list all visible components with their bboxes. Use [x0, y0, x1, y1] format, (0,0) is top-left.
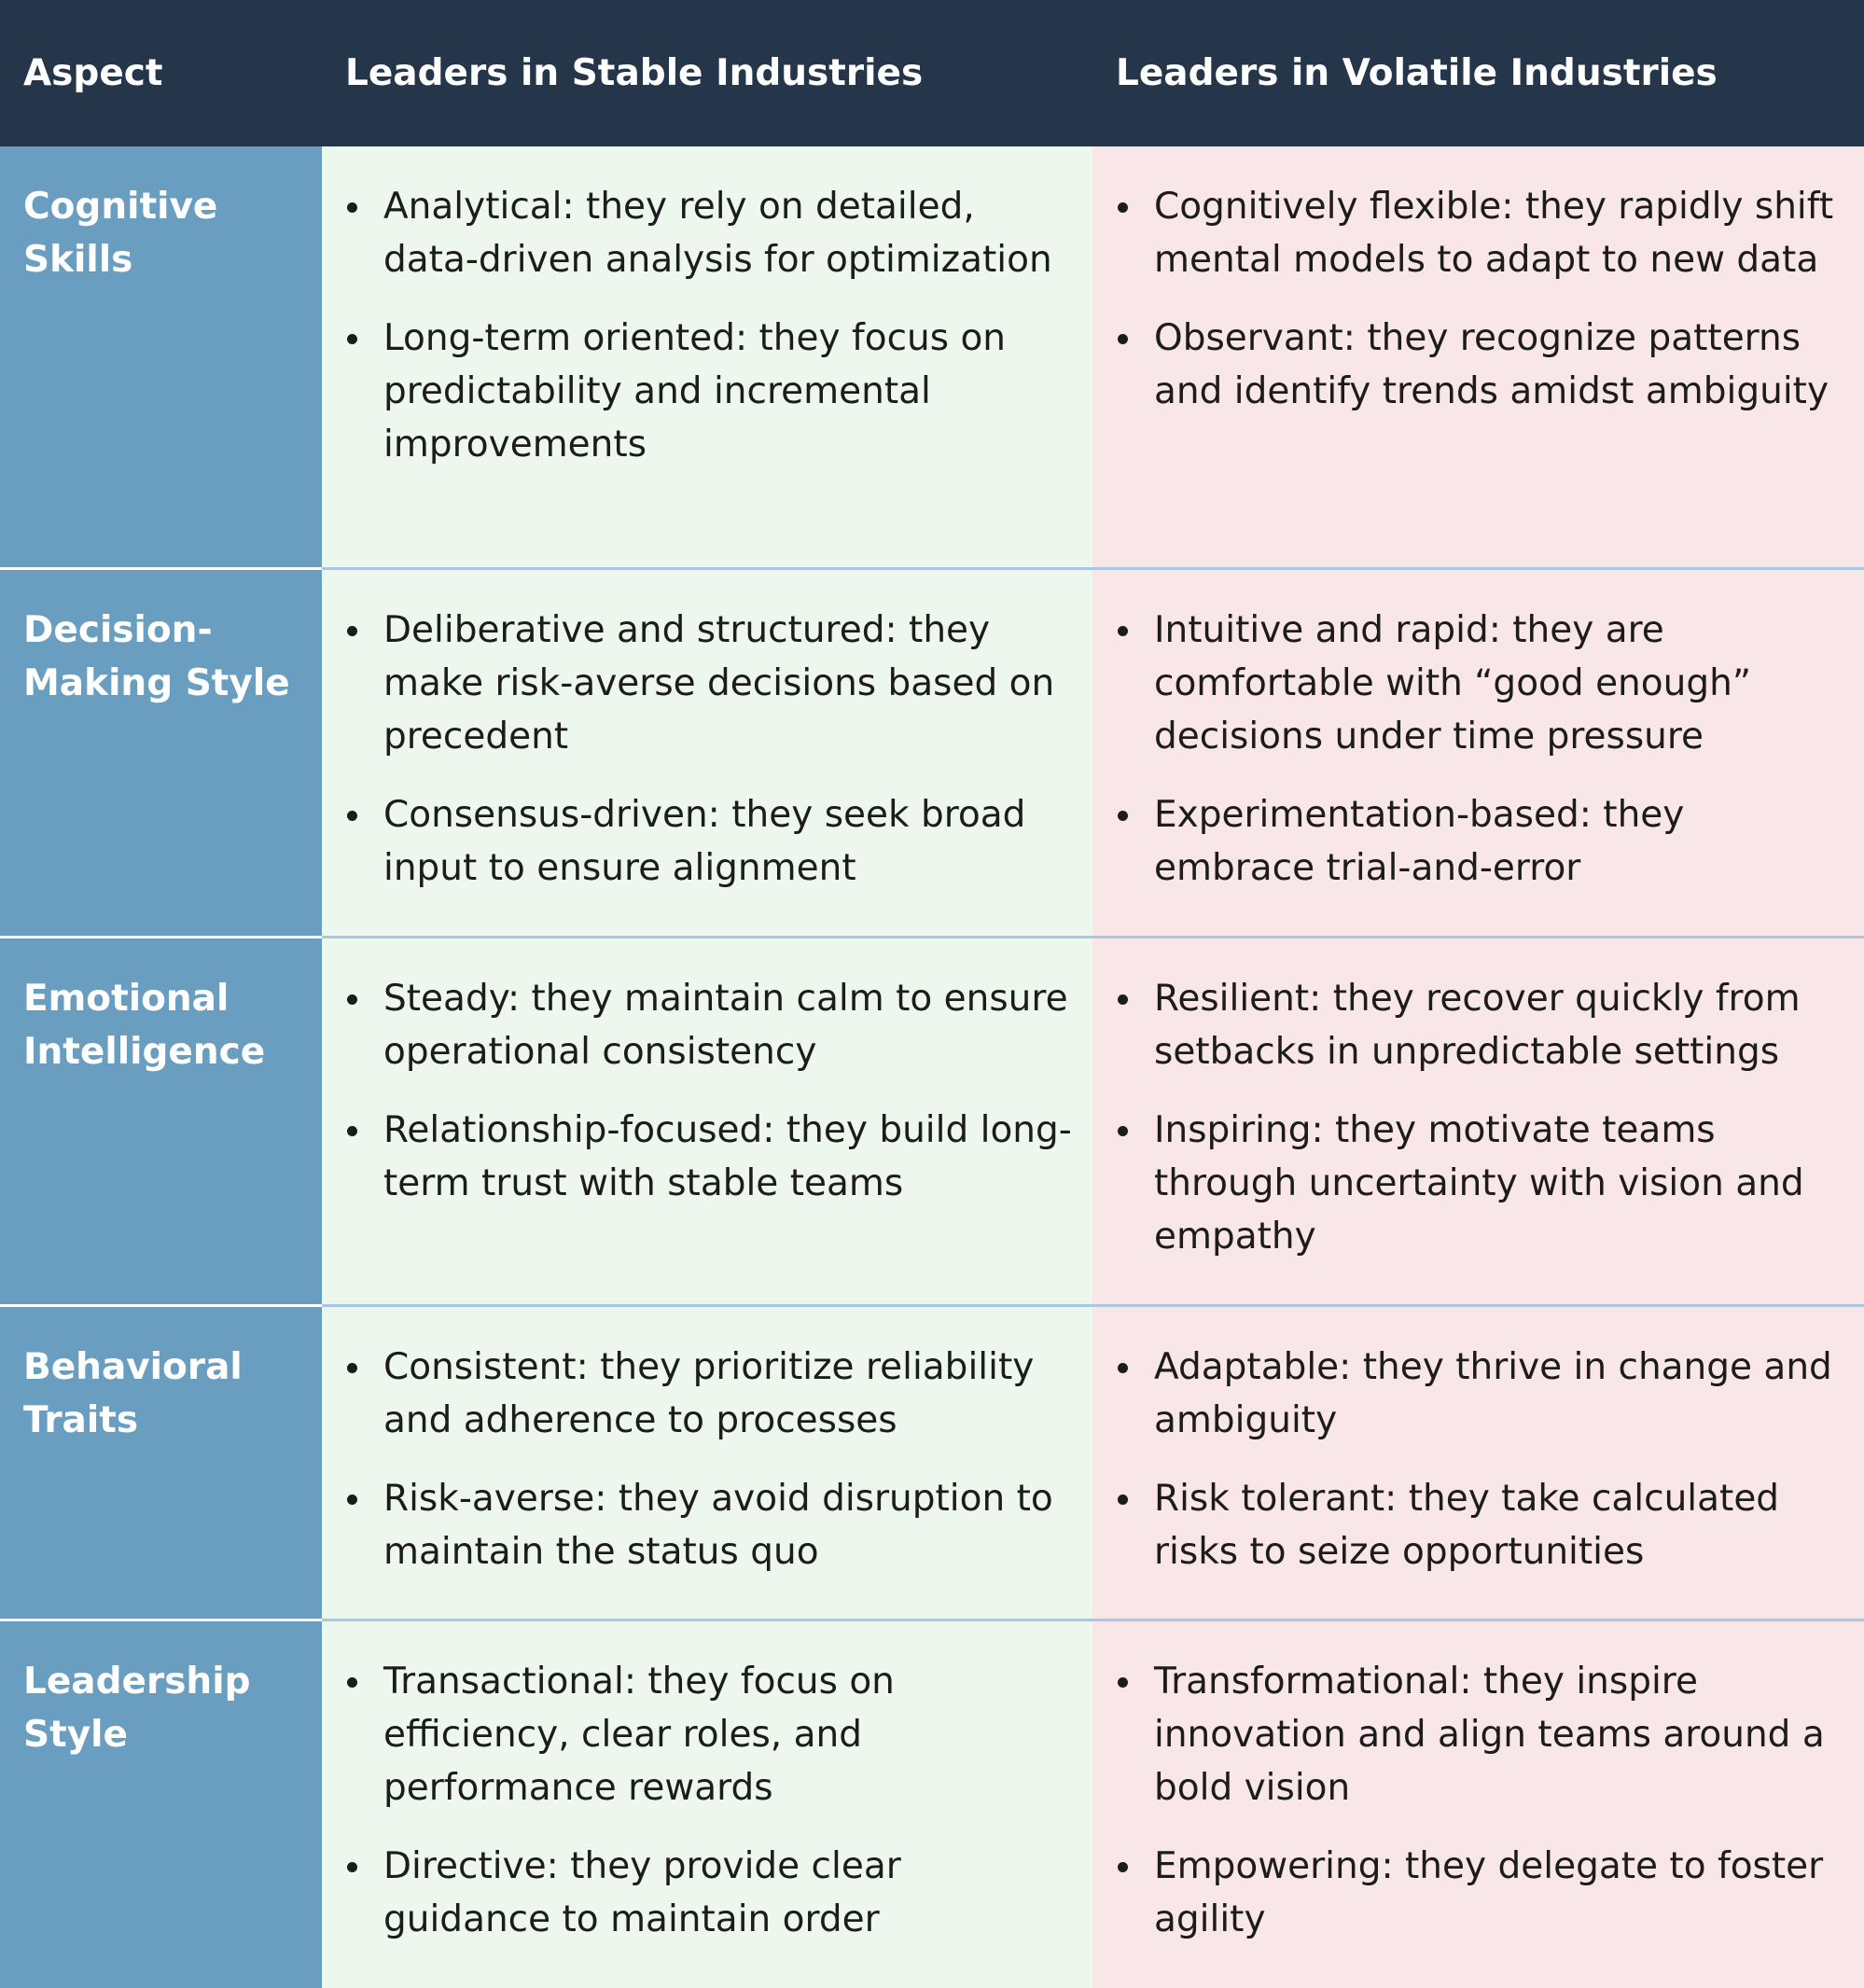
list-item: Analytical: they rely on detailed, data-driven analysis for optimization	[383, 180, 1074, 286]
aspect-decision-making-style: Decision-Making Style	[0, 570, 322, 938]
list-item: Risk tolerant: they take calculated risks to seize opportunities	[1154, 1472, 1845, 1578]
list-item: Inspiring: they motivate teams through uncertainty with vision and empathy	[1154, 1104, 1845, 1263]
list-item: Consensus-driven: they seek broad input to ensure alignment	[383, 788, 1074, 895]
volatile-list	[1092, 938, 1864, 1263]
aspect-cognitive-skills: Cognitive Skills	[0, 146, 322, 570]
aspect-emotional-intelligence: Emotional Intelligence	[0, 938, 322, 1307]
list-item: Steady: they maintain calm to ensure operational consistency	[383, 972, 1074, 1078]
list-item: Empowering: they delegate to foster agility	[1154, 1840, 1845, 1946]
volatile-cell-leadership-style	[1092, 1621, 1864, 1988]
volatile-cell-behavioral-traits	[1092, 1307, 1864, 1621]
list-item: Observant: they recognize patterns and identify trends amidst ambiguity	[1154, 312, 1845, 418]
stable-list	[322, 146, 1092, 471]
aspect-leadership-style: Leadership Style	[0, 1621, 322, 1988]
list-item: Risk-averse: they avoid disruption to maintain the status quo	[383, 1472, 1074, 1578]
aspect-behavioral-traits: Behavioral Traits	[0, 1307, 322, 1621]
volatile-cell-cognitive-skills	[1092, 146, 1864, 570]
list-item: Long-term oriented: they focus on predictability and incremental improvements	[383, 312, 1074, 471]
stable-cell-behavioral-traits	[322, 1307, 1092, 1621]
list-item: Adaptable: they thrive in change and ambiguity	[1154, 1341, 1845, 1447]
list-item: Relationship-focused: they build long-term trust with stable teams	[383, 1104, 1074, 1210]
stable-list	[322, 1307, 1092, 1578]
list-item: Resilient: they recover quickly from setbacks in unpredictable settings	[1154, 972, 1845, 1078]
volatile-cell-emotional-intelligence	[1092, 938, 1864, 1307]
list-item: Cognitively flexible: they rapidly shift mental models to adapt to new data	[1154, 180, 1845, 286]
stable-list	[322, 938, 1092, 1210]
stable-list	[322, 570, 1092, 895]
list-item: Transactional: they focus on efficiency, clear roles, and performance rewards	[383, 1655, 1074, 1814]
stable-cell-decision-making	[322, 570, 1092, 938]
volatile-list	[1092, 1307, 1864, 1578]
volatile-cell-decision-making	[1092, 570, 1864, 938]
header-aspect: Aspect	[0, 0, 322, 146]
stable-cell-emotional-intelligence	[322, 938, 1092, 1307]
volatile-list	[1092, 146, 1864, 418]
stable-list	[322, 1621, 1092, 1946]
volatile-list	[1092, 1621, 1864, 1946]
list-item: Consistent: they prioritize reliability and adherence to processes	[383, 1341, 1074, 1447]
header-stable-industries: Leaders in Stable Industries	[322, 0, 1092, 146]
list-item: Intuitive and rapid: they are comfortable with “good enough” decisions under time pressure	[1154, 604, 1845, 763]
stable-cell-cognitive-skills	[322, 146, 1092, 570]
list-item: Directive: they provide clear guidance to maintain order	[383, 1840, 1074, 1946]
volatile-list	[1092, 570, 1864, 895]
stable-cell-leadership-style	[322, 1621, 1092, 1988]
list-item: Experimentation-based: they embrace trial-and-error	[1154, 788, 1845, 895]
list-item: Transformational: they inspire innovation and align teams around a bold vision	[1154, 1655, 1845, 1814]
header-volatile-industries: Leaders in Volatile Industries	[1092, 0, 1864, 146]
list-item: Deliberative and structured: they make risk-averse decisions based on precedent	[383, 604, 1074, 763]
